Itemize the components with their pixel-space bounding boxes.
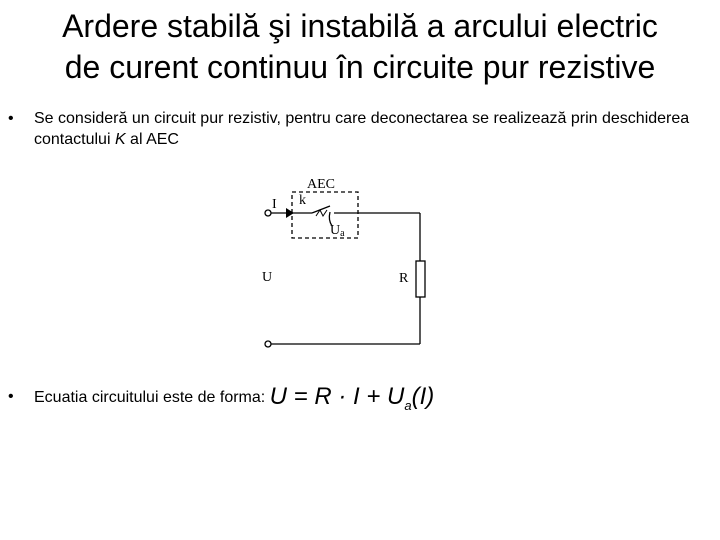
arc-voltage-label: Ua [330, 223, 345, 239]
resistor-label: R [399, 271, 409, 286]
bullet-text: Ecuatia circuitului este de forma: $U = R \cdot I + U_a(I)$ [34, 383, 435, 413]
slide-title [10, 6, 710, 88]
current-label: I [272, 197, 277, 212]
aec-label: AEC [307, 177, 335, 192]
title-line-2: de curent continuu în circuite pur rezistive [64, 49, 656, 85]
circuit-diagram [250, 168, 450, 354]
contact-label: k [299, 193, 306, 208]
bullet-marker: • [8, 110, 14, 127]
circuit-equation: $U = R \cdot I + U_a(I)$ [269, 383, 435, 413]
resistor [416, 261, 425, 297]
contact-k-label: K [114, 131, 126, 148]
source-voltage-label: U [262, 270, 273, 285]
current-arrow-icon [286, 208, 294, 218]
arc-voltage-subscript: a [340, 228, 345, 239]
bullet-text: Se consideră un circuit pur rezistiv, pentru care deconectarea se realizează prin deschiderea contactului K al AEC [34, 110, 690, 148]
bullet-marker: • [8, 388, 14, 405]
top-terminal [265, 210, 271, 216]
bottom-terminal [265, 341, 271, 347]
title-line-1: Ardere stabilă şi instabilă a arcului electric [62, 8, 658, 44]
